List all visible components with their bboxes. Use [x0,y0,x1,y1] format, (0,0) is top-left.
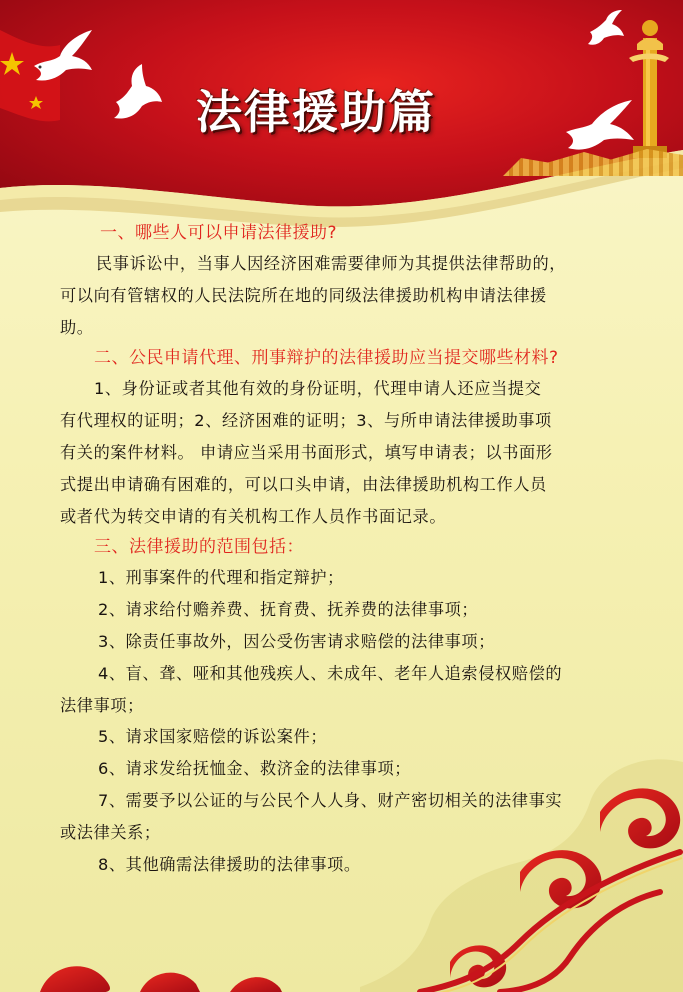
page-title: 法律援助篇 [196,85,436,139]
dove-icon [104,62,164,124]
list-item: 4、盲、聋、哑和其他残疾人、未成年、老年人追索侵权赔偿的 [98,663,563,683]
list-item: 6、请求发给抚恤金、救济金的法律事项； [98,759,412,779]
list-item: 1、刑事案件的代理和指定辩护； [98,568,344,588]
paragraph-line: 民事诉讼中，当事人因经济困难需要律师为其提供法律帮助的， [96,254,567,273]
paragraph-line: 式提出申请确有困难的，可以口头申请，由法律援助机构工作人员 [60,474,547,494]
list-item: 5、请求国家赔偿的诉讼案件； [98,727,328,747]
paragraph-line: 可以向有管辖权的人民法院所在地的同级法律援助机构申请法律援 [60,285,547,305]
content-body [60,218,650,880]
paragraph-line: 1、身份证或者其他有效的身份证明，代理申请人还应当提交 [94,379,542,399]
section-3 [60,532,650,562]
dove-icon [26,26,96,90]
section-heading: 一、哪些人可以申请法律援助? [100,223,338,243]
section-1 [60,218,650,248]
list-item: 3、除责任事故外，因公受伤害请求赔偿的法律事项； [98,631,496,651]
paragraph-line: 或者代为转交申请的有关机构工作人员作书面记录。 [60,506,447,526]
paragraph-line: 有关的案件材料。 申请应当采用书面形式，填写申请表；以书面形 [60,442,553,462]
huabiao-pillar-icon [619,8,679,168]
list-item-continuation: 或法律关系； [60,822,161,842]
section-heading: 三、法律援助的范围包括： [94,537,304,558]
list-item-continuation: 法律事项； [60,695,144,715]
paragraph-line: 助。 [60,317,94,337]
section-2-paragraph [60,373,650,532]
list-item: 2、请求给付赡养费、抚育费、抚养费的法律事项； [98,600,479,620]
section-heading: 二、公民申请代理、刑事辩护的法律援助应当提交哪些材料? [94,348,559,369]
paragraph-line: 有代理权的证明；2、经济困难的证明；3、与所申请法律援助事项 [60,411,552,431]
section-1-paragraph [60,248,650,343]
scope-list [60,562,650,880]
list-item: 8、其他确需法律援助的法律事项。 [98,854,361,874]
section-2 [60,343,650,373]
list-item: 7、需要予以公证的与公民个人人身、财产密切相关的法律事实 [98,790,563,810]
